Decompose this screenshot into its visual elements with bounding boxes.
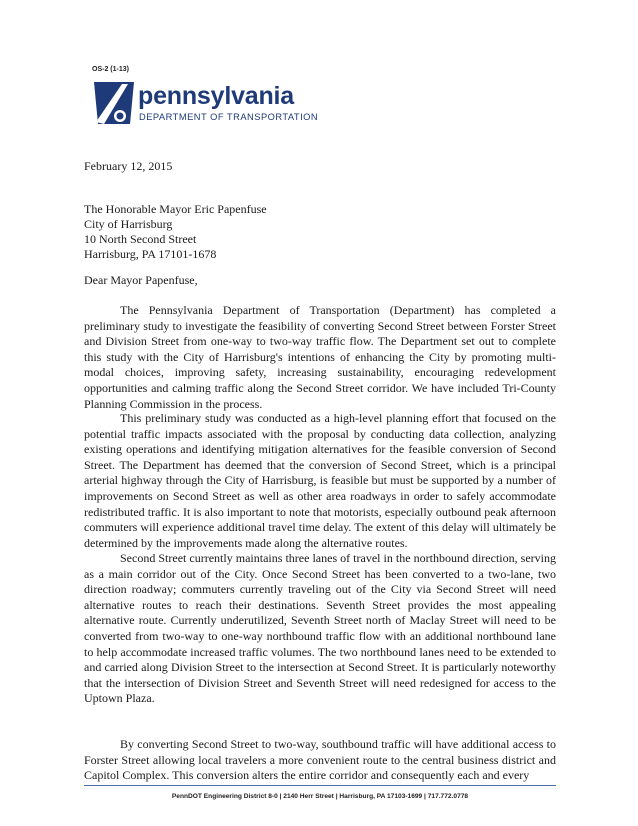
address-line: City of Harrisburg [84, 217, 173, 231]
logo-wordmark: pennsylvania [138, 82, 294, 110]
form-code: OS-2 (1-13) [92, 66, 129, 73]
footer-divider [84, 785, 556, 786]
logo-subtitle: DEPARTMENT OF TRANSPORTATION [139, 112, 319, 122]
address-line: Harrisburg, PA 17101-1678 [84, 247, 217, 261]
body-paragraph: The Pennsylvania Department of Transportation (Department) has completed a preliminary study to investigate the feasibility of converting Second Street between Forster Street and Division Street from one-way to two-way traffic flow. The Department set out to complete this study with the City of Harrisburg's intentions of enhancing the City by promoting multi-modal choices, improving safety, increasing sustainability, encouraging redevelopment opportunities and calming traffic along the Second Street corridor. We have included Tri-County Planning Commission in the process. [84, 303, 556, 411]
salutation: Dear Mayor Papenfuse, [84, 273, 198, 287]
recipient-address [84, 202, 267, 262]
address-line: The Honorable Mayor Eric Papenfuse [84, 202, 267, 216]
body-paragraph: By converting Second Street to two-way, southbound traffic will have additional access to Forster Street allowing local travelers a more convenient route to the central business district and Capitol Complex. This conversion alters the entire corridor and consequently each and every [84, 737, 556, 783]
address-line: 10 North Second Street [84, 232, 197, 246]
body-paragraph: This preliminary study was conducted as a high-level planning effort that focused on the potential traffic impacts associated with the proposal by conducting data collection, analyzing existing operations and identifying mitigation alternatives for the feasible conversion of Second Street. The Department has deemed that the conversion of Second Street, which is a principal arterial highway through the City of Harrisburg, is feasible but must be supported by a number of improvements on Second Street as well as other area roadways in order to safely accommodate redistributed traffic. It is also important to note that motorists, especially outbound peak afternoon commuters will experience additional travel time delay. The extent of this delay will ultimately be determined by the improvements made along the alternative routes. [84, 411, 556, 550]
footer-contact: PennDOT Engineering District 8-0 | 2140 Herr Street | Harrisburg, PA 17103-1699 | 717.772.0778 [171, 793, 469, 800]
letter-date: February 12, 2015 [84, 159, 173, 173]
body-paragraph: Second Street currently maintains three lanes of travel in the northbound direction, serving as a main corridor out of the City. Once Second Street has been converted to a two-lane, two direction roadway; commuters currently traveling out of the City via Second Street will need alternative routes to reach their destinations. Seventh Street provides the most appealing alternative route. Currently underutilized, Seventh Street north of Maclay Street will need to be converted from two-way to one-way northbound traffic flow with an additional northbound lane to help accommodate increased traffic volumes. The two northbound lanes need to be extended to and carried along Division Street to the intersection at Second Street. It is particularly noteworthy that the intersection of Division Street and Seventh Street will need redesigned for access to the Uptown Plaza. [84, 551, 556, 706]
penndot-logo [92, 80, 352, 132]
keystone-logo-icon [92, 80, 136, 130]
